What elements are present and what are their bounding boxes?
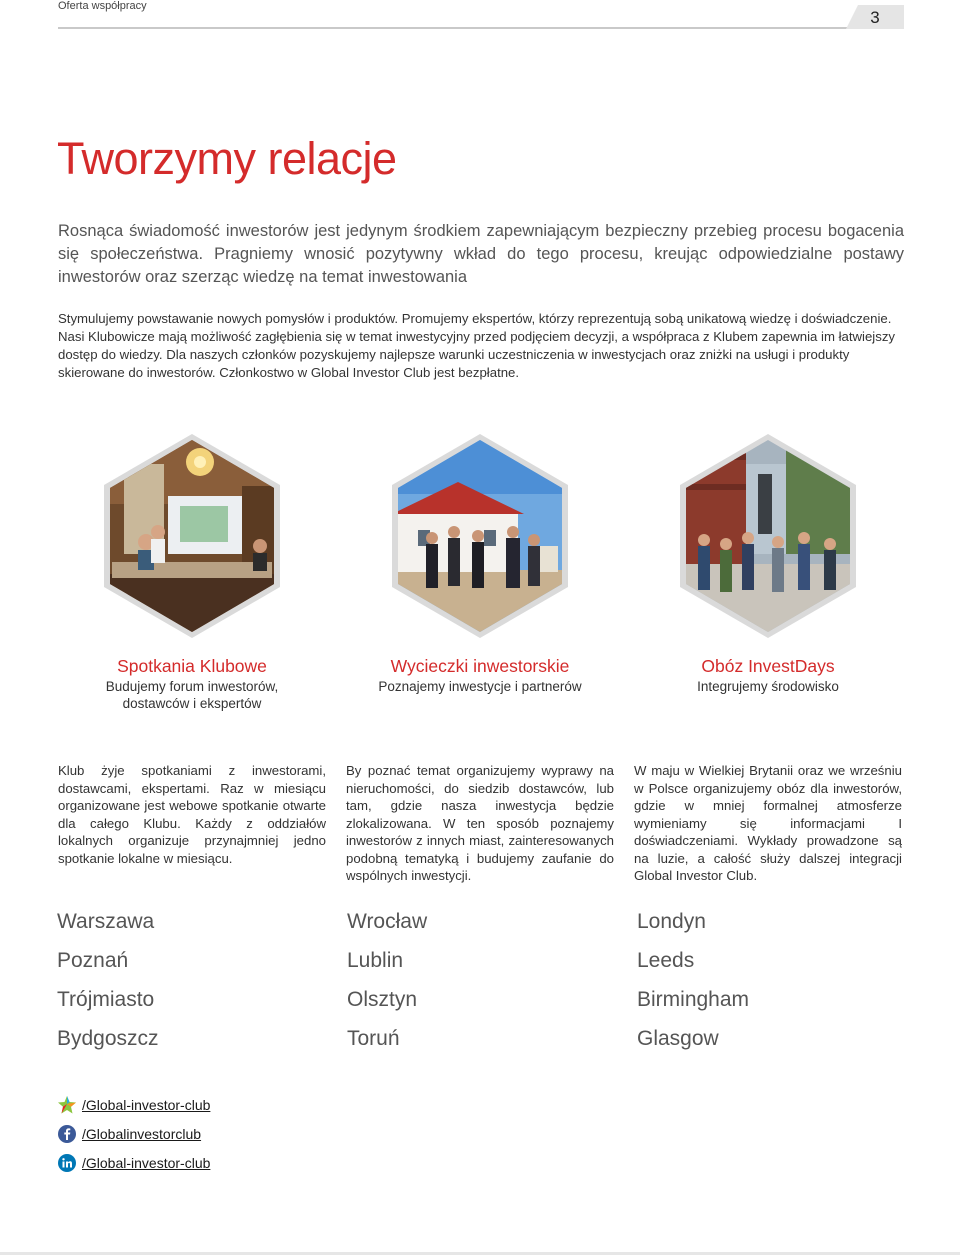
feature-description-meetings: Klub żyje spotkaniami z inwestorami, dostawcami, ekspertami. Raz w miesiącu organizowane jest webowe spotkanie otwarte dla całego Klubu. Każdy z oddziałów lokalnych organizuje przynajmniej jedno spotkanie lokalne w miesiącu.	[58, 763, 326, 866]
social-link-label[interactable]: /Globalinvestorclub	[82, 1126, 202, 1142]
feature-title: Spotkania Klubowe	[117, 656, 267, 676]
social-link-site[interactable]	[57, 1095, 210, 1115]
city-name: Leeds	[637, 949, 695, 972]
city-name: Poznań	[57, 949, 129, 972]
section-label: Oferta współpracy	[58, 0, 147, 12]
feature-caption-trips	[350, 654, 610, 695]
linkedin-icon	[57, 1153, 77, 1173]
hex-photo-meeting	[100, 434, 284, 638]
facebook-icon	[57, 1124, 77, 1144]
city-name: Olsztyn	[347, 988, 418, 1011]
city-name: Warszawa	[57, 910, 155, 933]
city-name: Bydgoszcz	[57, 1027, 159, 1050]
star-logo-icon	[57, 1095, 77, 1115]
hex-photo-site-visit	[388, 434, 572, 638]
city-name: Birmingham	[637, 988, 750, 1011]
feature-caption-meetings	[62, 654, 322, 712]
feature-description-trips: By poznać temat organizujemy wyprawy na nieruchomości, do siedzib dostawców, lub tam, gdzie nasza inwestycja będzie zlokalizowana. W ten sposób poznajemy inwestorów z innych miast, zainteresowanych podobną tematyką i budujemy zaufanie do wspólnych inwestycji.	[346, 763, 614, 883]
header-divider	[58, 27, 904, 29]
feature-title: Wycieczki inwestorskie	[390, 656, 570, 676]
page-title: Tworzymy relacje	[57, 133, 397, 184]
social-link-label[interactable]: /Global-investor-club	[82, 1155, 211, 1171]
hex-photo-city-group	[676, 434, 860, 638]
social-link-linkedin[interactable]	[57, 1153, 210, 1173]
city-name: Trójmiasto	[57, 988, 155, 1011]
feature-subtitle: Budujemy forum inwestorów,	[105, 679, 279, 694]
social-link-label[interactable]: /Global-investor-club	[82, 1097, 211, 1113]
city-name: Londyn	[637, 910, 706, 933]
feature-description-camp: W maju w Wielkiej Brytanii oraz we wrześniu w Polsce organizujemy obóz dla inwestorów, gdzie w mniej formalnej atmosferze wymieniamy się informacjami I doświadczeniami. Wykłady prowadzone są na luzie, a całość służy dalszej integracji Global Investor Club.	[634, 763, 902, 883]
city-name: Lublin	[347, 949, 404, 972]
body-paragraph: Stymulujemy powstawanie nowych pomysłów i produktów. Promujemy ekspertów, którzy reprezentują sobą unikatową wiedzę i doświadczenie. Nasi Klubowicze mają możliwość zagłębienia się w temat inwestycyjny przed podjęciem decyzji, a współpraca z Klubem zapewnia im łatwiejszy dostęp do wiedzy. Dla naszych członków pozyskujemy najlepsze warunki uczestniczenia w inwestycjach oraz zniżki na usługi i produkty skierowane do inwestorów. Członkostwo w Global Investor Club jest bezpłatne.	[58, 311, 896, 380]
city-name: Wrocław	[347, 910, 428, 933]
page-number: 3	[870, 8, 880, 27]
city-name: Toruń	[347, 1027, 400, 1050]
lead-paragraph: Rosnąca świadomość inwestorów jest jedynym środkiem zapewniającym bezpieczny przebieg procesu bogacenia się społeczeństwa. Pragniemy wnosić pozytywny wkład do tego procesu, kreując odpowiedzialne postawy inwestorów oraz szerząc wiedzę na temat inwestowania	[58, 222, 904, 286]
footer-divider	[0, 1252, 960, 1255]
feature-title: Obóz InvestDays	[701, 656, 835, 676]
feature-subtitle: Poznajemy inwestycje i partnerów	[378, 679, 582, 694]
city-name: Glasgow	[637, 1027, 719, 1050]
feature-caption-camp	[638, 654, 898, 695]
feature-subtitle: Integrujemy środowisko	[697, 679, 839, 694]
feature-subtitle: dostawców i ekspertów	[122, 696, 262, 711]
social-link-facebook[interactable]	[57, 1124, 201, 1144]
